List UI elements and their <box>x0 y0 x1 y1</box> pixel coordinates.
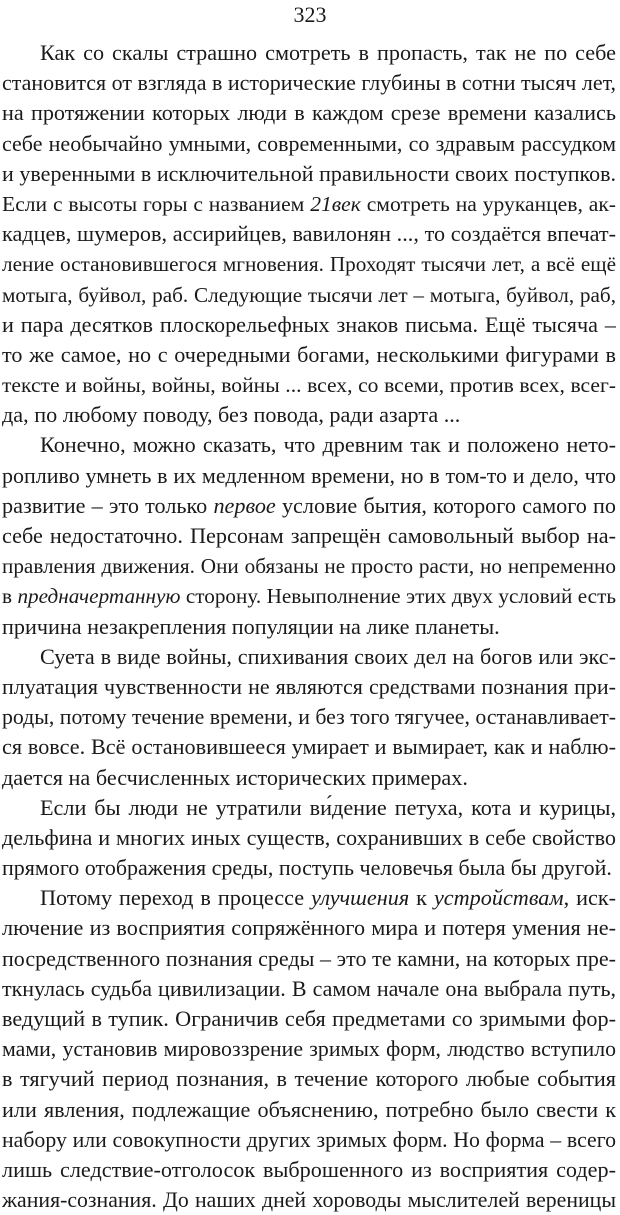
text-line <box>2 702 616 732</box>
italic-text: улучшения <box>311 885 410 911</box>
text-run: дается на бесчисленных исторических примерах. <box>2 764 468 790</box>
text-run: ткнулась судьба цивилизации. В самом начале она выбрала путь, <box>2 975 616 1001</box>
text-run: ление остановившегося мгновения. Проходят тысячи лет, а всё ещё <box>2 252 616 277</box>
text-run: и пара десятков плоскорельефных знаков письма. Ещё тысяча – <box>2 311 616 337</box>
text-run: кадцев, шумеров, ассирийцев, вавилонян ..., то создаётся впечат- <box>2 221 616 247</box>
text-line <box>2 159 616 189</box>
text-run: ведущий в тупик. Ограничив себя предметами со зримыми фор- <box>2 1006 616 1031</box>
text-line <box>2 310 616 340</box>
text-run: или явления, подлежащие объяснению, потребно было свести к <box>2 1096 616 1122</box>
text-run: прямого отображения среды, поступь человечья была бы другой. <box>2 855 612 881</box>
text-line <box>2 642 616 672</box>
body-text <box>2 38 616 1215</box>
text-line <box>2 793 616 823</box>
text-line <box>2 1125 616 1155</box>
text-run: в <box>2 584 18 609</box>
text-line <box>2 551 616 581</box>
text-run: становится от взгляда в исторические глубины в сотни тысяч лет, <box>2 70 616 96</box>
text-run: смотреть на уруканцев, ак- <box>360 191 616 216</box>
text-run: условие бытия, которого самого по <box>275 492 616 518</box>
text-run: дельфина и многих иных существ, сохранивших в себе свойство <box>2 824 616 850</box>
text-run: сторону. Невыполнение этих двух условий есть <box>180 584 616 609</box>
text-line <box>2 280 616 310</box>
italic-text: устройствам <box>433 885 564 911</box>
text-line <box>2 38 616 68</box>
italic-text: предначертанную <box>17 584 181 609</box>
text-run: жания-сознания. До наших дней хороводы мыслителей вереницы <box>2 1188 616 1213</box>
text-run: Потому переход в процессе <box>40 885 312 911</box>
text-line <box>2 129 616 159</box>
text-run: Если бы люди не утратили ви́дение петуха, кота и курицы, <box>40 794 616 820</box>
text-run: причина незакрепления популяции на лике планеты. <box>2 613 500 639</box>
text-run: набору или совокупности других зримых форм. Но форма – всего <box>2 1127 616 1152</box>
text-line <box>2 430 616 460</box>
text-line <box>2 98 616 128</box>
text-line <box>2 732 616 762</box>
text-run: Суета в виде войны, спихивания своих дел на богов или экс- <box>40 643 616 669</box>
text-line <box>2 581 616 611</box>
text-run: лишь следствие-отголосок выброшенного из восприятия содер- <box>2 1156 616 1182</box>
text-line <box>2 672 616 702</box>
text-run: в тягучий период познания, в течение которого любые события <box>2 1066 616 1092</box>
text-run: себе необычайно умными, современными, со здравым рассудком <box>2 130 616 156</box>
text-run: тексте и войны, войны, войны ... всех, со всеми, против всех, всег- <box>2 373 616 398</box>
text-run: то же самое, но с очередными богами, несколькими фигурами в <box>2 341 616 367</box>
text-run: роды, потому течение времени, и без того тягучее, останавливает- <box>2 705 616 730</box>
text-run: мотыга, буйвол, раб. Следующие тысячи лет – мотыга, буйвол, раб, <box>2 282 616 307</box>
text-run: и уверенными в исключительной правильности своих поступков. <box>2 160 616 186</box>
text-line <box>2 763 616 793</box>
text-line <box>2 461 616 491</box>
text-line <box>2 491 616 521</box>
text-line <box>2 521 616 551</box>
text-run: , иск- <box>563 885 616 911</box>
text-run: правления движения. Они обязаны не просто расти, но непременно <box>2 554 616 579</box>
text-line <box>2 1064 616 1094</box>
text-run: посредственного познания среды – это те камни, на которых пре- <box>2 945 616 971</box>
text-run: лючение из восприятия сопряжённого мира и потеря умения не- <box>2 915 616 941</box>
text-run: Как со скалы страшно смотреть в пропасть, так не по себе <box>40 40 616 65</box>
text-line <box>2 189 616 219</box>
text-line <box>2 68 616 98</box>
text-line <box>2 944 616 974</box>
text-line <box>2 913 616 943</box>
text-run: мами, установив мировоззрение зримых форм, людство вступило <box>2 1037 616 1062</box>
page-number: 323 <box>293 2 327 27</box>
italic-text: 21век <box>310 191 361 216</box>
text-line <box>2 1185 616 1215</box>
text-line <box>2 249 616 279</box>
text-line <box>2 823 616 853</box>
text-line <box>2 974 616 1004</box>
text-line <box>2 1034 616 1064</box>
text-line <box>2 370 616 400</box>
italic-text: первое <box>213 492 276 518</box>
text-run: себе недостаточно. Персонам запрещён самовольный выбор на- <box>2 523 616 548</box>
text-run: Если с высоты горы с названием <box>2 191 311 216</box>
text-run: Конечно, можно сказать, что древним так и положено нето- <box>40 432 616 458</box>
text-run: на протяжении которых люди в каждом срезе времени казались <box>2 100 616 126</box>
text-run: ропливо умнеть в их медленном времени, но в том-то и дело, что <box>2 462 616 488</box>
text-line <box>2 1155 616 1185</box>
text-run: да, по любому поводу, без повода, ради азарта ... <box>2 402 461 428</box>
text-run: развитие – это только <box>2 492 214 518</box>
text-line <box>2 1004 616 1034</box>
text-run: ся вовсе. Всё остановившееся умирает и вымирает, как и наблю- <box>2 734 616 760</box>
text-line <box>2 340 616 370</box>
text-line <box>2 400 616 430</box>
text-run: к <box>409 885 434 911</box>
text-run: плуатация чувственности не являются средствами познания при- <box>2 673 616 699</box>
text-line <box>2 883 616 913</box>
text-line <box>2 1095 616 1125</box>
text-line <box>2 219 616 249</box>
text-line <box>2 853 616 883</box>
text-line <box>2 612 616 642</box>
